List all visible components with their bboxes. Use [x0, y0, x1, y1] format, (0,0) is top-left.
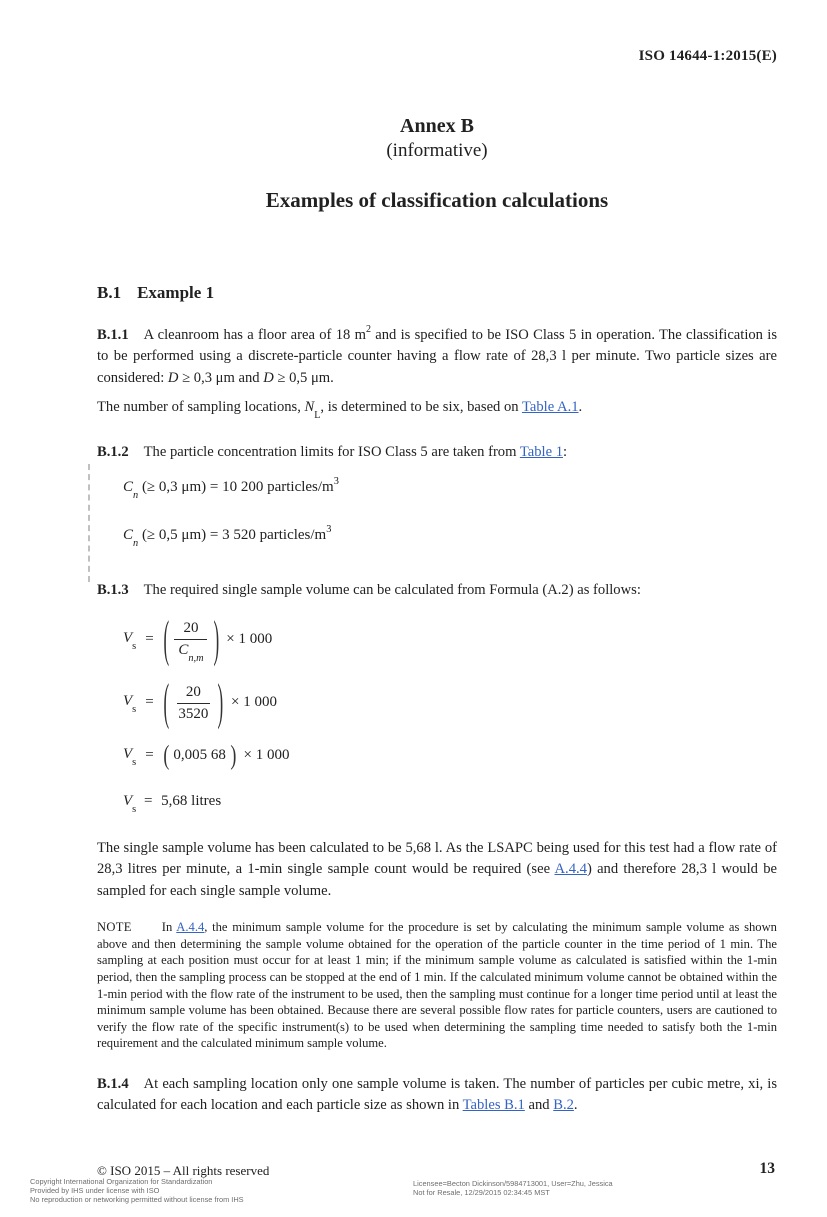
paragraph-text: The number of sampling locations, [97, 399, 305, 416]
paragraph-b14 [97, 1074, 777, 1117]
note-text: In [161, 920, 177, 935]
paragraph-single-sample [97, 838, 777, 902]
paragraph-text: ≥ 0,5 μm. [273, 369, 334, 386]
denominator [172, 640, 209, 664]
multiplier-text: × 1 000 [226, 631, 273, 648]
note-text: , the minimum sample volume for the procedure is set by calculating the minimum sample volume as shown above and then determining the sample volume obtained for the operation of the particle counter in the time period of 1 min. The sampling at each position must occur for at least 1 min; if the minimum sample volume as calculated is satisfied within the 1-min period, then the sampling process can be stopped at the end of 1 min. If the calculated minimum volume cannot be obtained within the 1-min period with the flow rate of the instrument to be used, then the sampling must continue for a longer time period until at least the minimum sample volume has been obtained. Because there are several possible flow rates for particle counters, users are cautioned to verify the flow rate of the specific instrument(s) to be used when determining the sampling time needed to satisfy both the 1-min requirement and the calculated minimum sample volume. [97, 920, 777, 1051]
numerator: 20 [177, 683, 210, 704]
formula-vs-result [123, 792, 777, 815]
formula-lhs [123, 630, 137, 653]
right-paren: ) [230, 740, 237, 771]
equation-cn-05 [123, 524, 777, 550]
ihs-fineprint [30, 1177, 244, 1204]
formula-vs-decimal [123, 740, 777, 771]
paragraph-b11 [97, 324, 777, 389]
paragraph-text: A cleanroom has a floor area of 18 m [143, 326, 366, 343]
paragraph-b13 [97, 580, 777, 601]
paragraph-b12 [97, 442, 777, 463]
annex-label: Annex B [400, 115, 474, 137]
equation-text: (≥ 0,3 μm) = 10 200 particles/m [138, 479, 334, 496]
subscript: s [132, 803, 137, 815]
variable-c: C [123, 527, 134, 544]
link-table-1[interactable]: Table 1 [519, 443, 563, 460]
fraction [172, 619, 209, 664]
denominator: 3520 [178, 705, 209, 722]
formula-vs-numeric-fraction [123, 673, 777, 733]
link-a44-note[interactable]: A.4.4 [176, 920, 205, 935]
license-fineprint [413, 1179, 613, 1197]
superscript: 3 [326, 524, 332, 536]
left-paren: ( [163, 740, 170, 771]
paragraph-text: The required single sample volume can be calculated from Formula (A.2) as follows: [143, 582, 641, 599]
right-paren: ) [217, 674, 224, 731]
left-paren: ( [163, 611, 169, 668]
document-page [0, 48, 827, 1217]
paragraph-text: The single sample volume has been calculated to be 5,68 l. As the LSAPC being used for this test had a flow rate of 28,3 litres per minute, a 1-min single sample count would be required (see [97, 839, 777, 878]
variable-c: C [123, 479, 134, 496]
license-line: Not for Resale, 12/29/2015 02:34:45 MST [413, 1188, 550, 1198]
variable-d: D [167, 369, 179, 386]
subscript: n [133, 490, 139, 502]
equals-sign: = [145, 631, 154, 648]
variable-n: N [304, 399, 315, 416]
equation-cn-03 [123, 476, 777, 502]
paragraph-text: . [578, 399, 583, 416]
clause-number-b11: B.1.1 [97, 326, 129, 343]
subscript: s [132, 641, 137, 653]
decimal-value: 0,005 68 [173, 747, 226, 764]
doc-id-header: ISO 14644-1:2015(E) [638, 48, 777, 64]
ihs-line: No reproduction or networking permitted without license from IHS [30, 1195, 244, 1205]
subscript: s [132, 704, 137, 716]
variable-v: V [123, 630, 133, 647]
multiplier-text: × 1 000 [243, 747, 290, 764]
note-label: NOTE [97, 920, 132, 935]
note-paragraph [97, 919, 777, 1052]
subscript: n,m [188, 652, 204, 664]
link-a44[interactable]: A.4.4 [554, 861, 587, 878]
right-paren: ) [213, 611, 219, 668]
variable-v: V [123, 792, 133, 809]
change-indicator-bar [88, 464, 90, 582]
paragraph-text: ≥ 0,3 μm and [178, 369, 264, 386]
paragraph-text: : [563, 443, 568, 460]
variable-v: V [123, 746, 133, 763]
section-number: B.1 [97, 283, 122, 302]
clause-number-b14: B.1.4 [97, 1075, 129, 1092]
annex-kind: (informative) [386, 140, 488, 161]
link-b2[interactable]: B.2 [553, 1097, 574, 1114]
fraction [172, 683, 214, 723]
link-tables-b1[interactable]: Tables B.1 [462, 1097, 525, 1114]
equals-sign: = [145, 694, 154, 711]
copyright-text: © ISO 2015 – All rights reserved [97, 1163, 270, 1178]
paragraph-text: and is specified to be ISO Class 5 in operation. The classification is to be performed using a discrete-particle counter having a flow rate of 28,3 l per minute. Two particle sizes are considered: [97, 326, 777, 386]
annex-title: Examples of classification calculations [265, 188, 609, 212]
formula-vs-symbolic [123, 610, 777, 670]
paragraph-text: At each sampling location only one sample volume is taken. The number of particles per cubic metre, xi, is calculated for each location and each particle size as shown in [97, 1075, 777, 1114]
clause-number-b12: B.1.2 [97, 443, 129, 460]
link-table-a1[interactable]: Table A.1 [521, 399, 579, 416]
clause-number-b13: B.1.3 [97, 582, 129, 599]
subscript: L [314, 410, 321, 422]
superscript: 2 [365, 324, 371, 335]
variable-c: C [178, 641, 189, 658]
page-number: 13 [759, 1160, 775, 1177]
ihs-line: Provided by IHS under license with ISO [30, 1186, 160, 1196]
variable-d: D [263, 369, 274, 386]
formula-lhs [123, 693, 137, 716]
paragraph-text: . [573, 1097, 578, 1114]
formula-lhs [123, 746, 137, 769]
subscript: n [133, 538, 139, 550]
multiplier-text: × 1 000 [231, 694, 277, 711]
section-heading-b1 [97, 283, 777, 303]
left-paren: ( [163, 674, 169, 731]
subscript: s [132, 757, 137, 769]
section-title: Example 1 [137, 283, 215, 302]
equals-sign: = [145, 747, 154, 764]
paragraph-sampling-locations [97, 397, 777, 421]
variable-v: V [123, 693, 133, 710]
superscript: 3 [333, 476, 339, 488]
paragraph-text: The particle concentration limits for ISO Class 5 are taken from [143, 443, 520, 460]
result-value: 5,68 litres [161, 792, 222, 809]
paragraph-text: , is determined to be six, based on [320, 399, 522, 416]
numerator: 20 [174, 619, 207, 640]
equation-text: (≥ 0,5 μm) = 3 520 particles/m [138, 527, 327, 544]
paragraph-text: ) and therefore 28,3 l would be sampled for each single sample volume. [97, 861, 777, 899]
ihs-line: Copyright International Organization for Standardization [30, 1177, 213, 1186]
equals-sign: = [143, 792, 153, 809]
paragraph-text: and [524, 1097, 554, 1114]
license-line: Licensee=Becton Dickinson/5984713001, User=Zhu, Jessica [413, 1179, 613, 1188]
